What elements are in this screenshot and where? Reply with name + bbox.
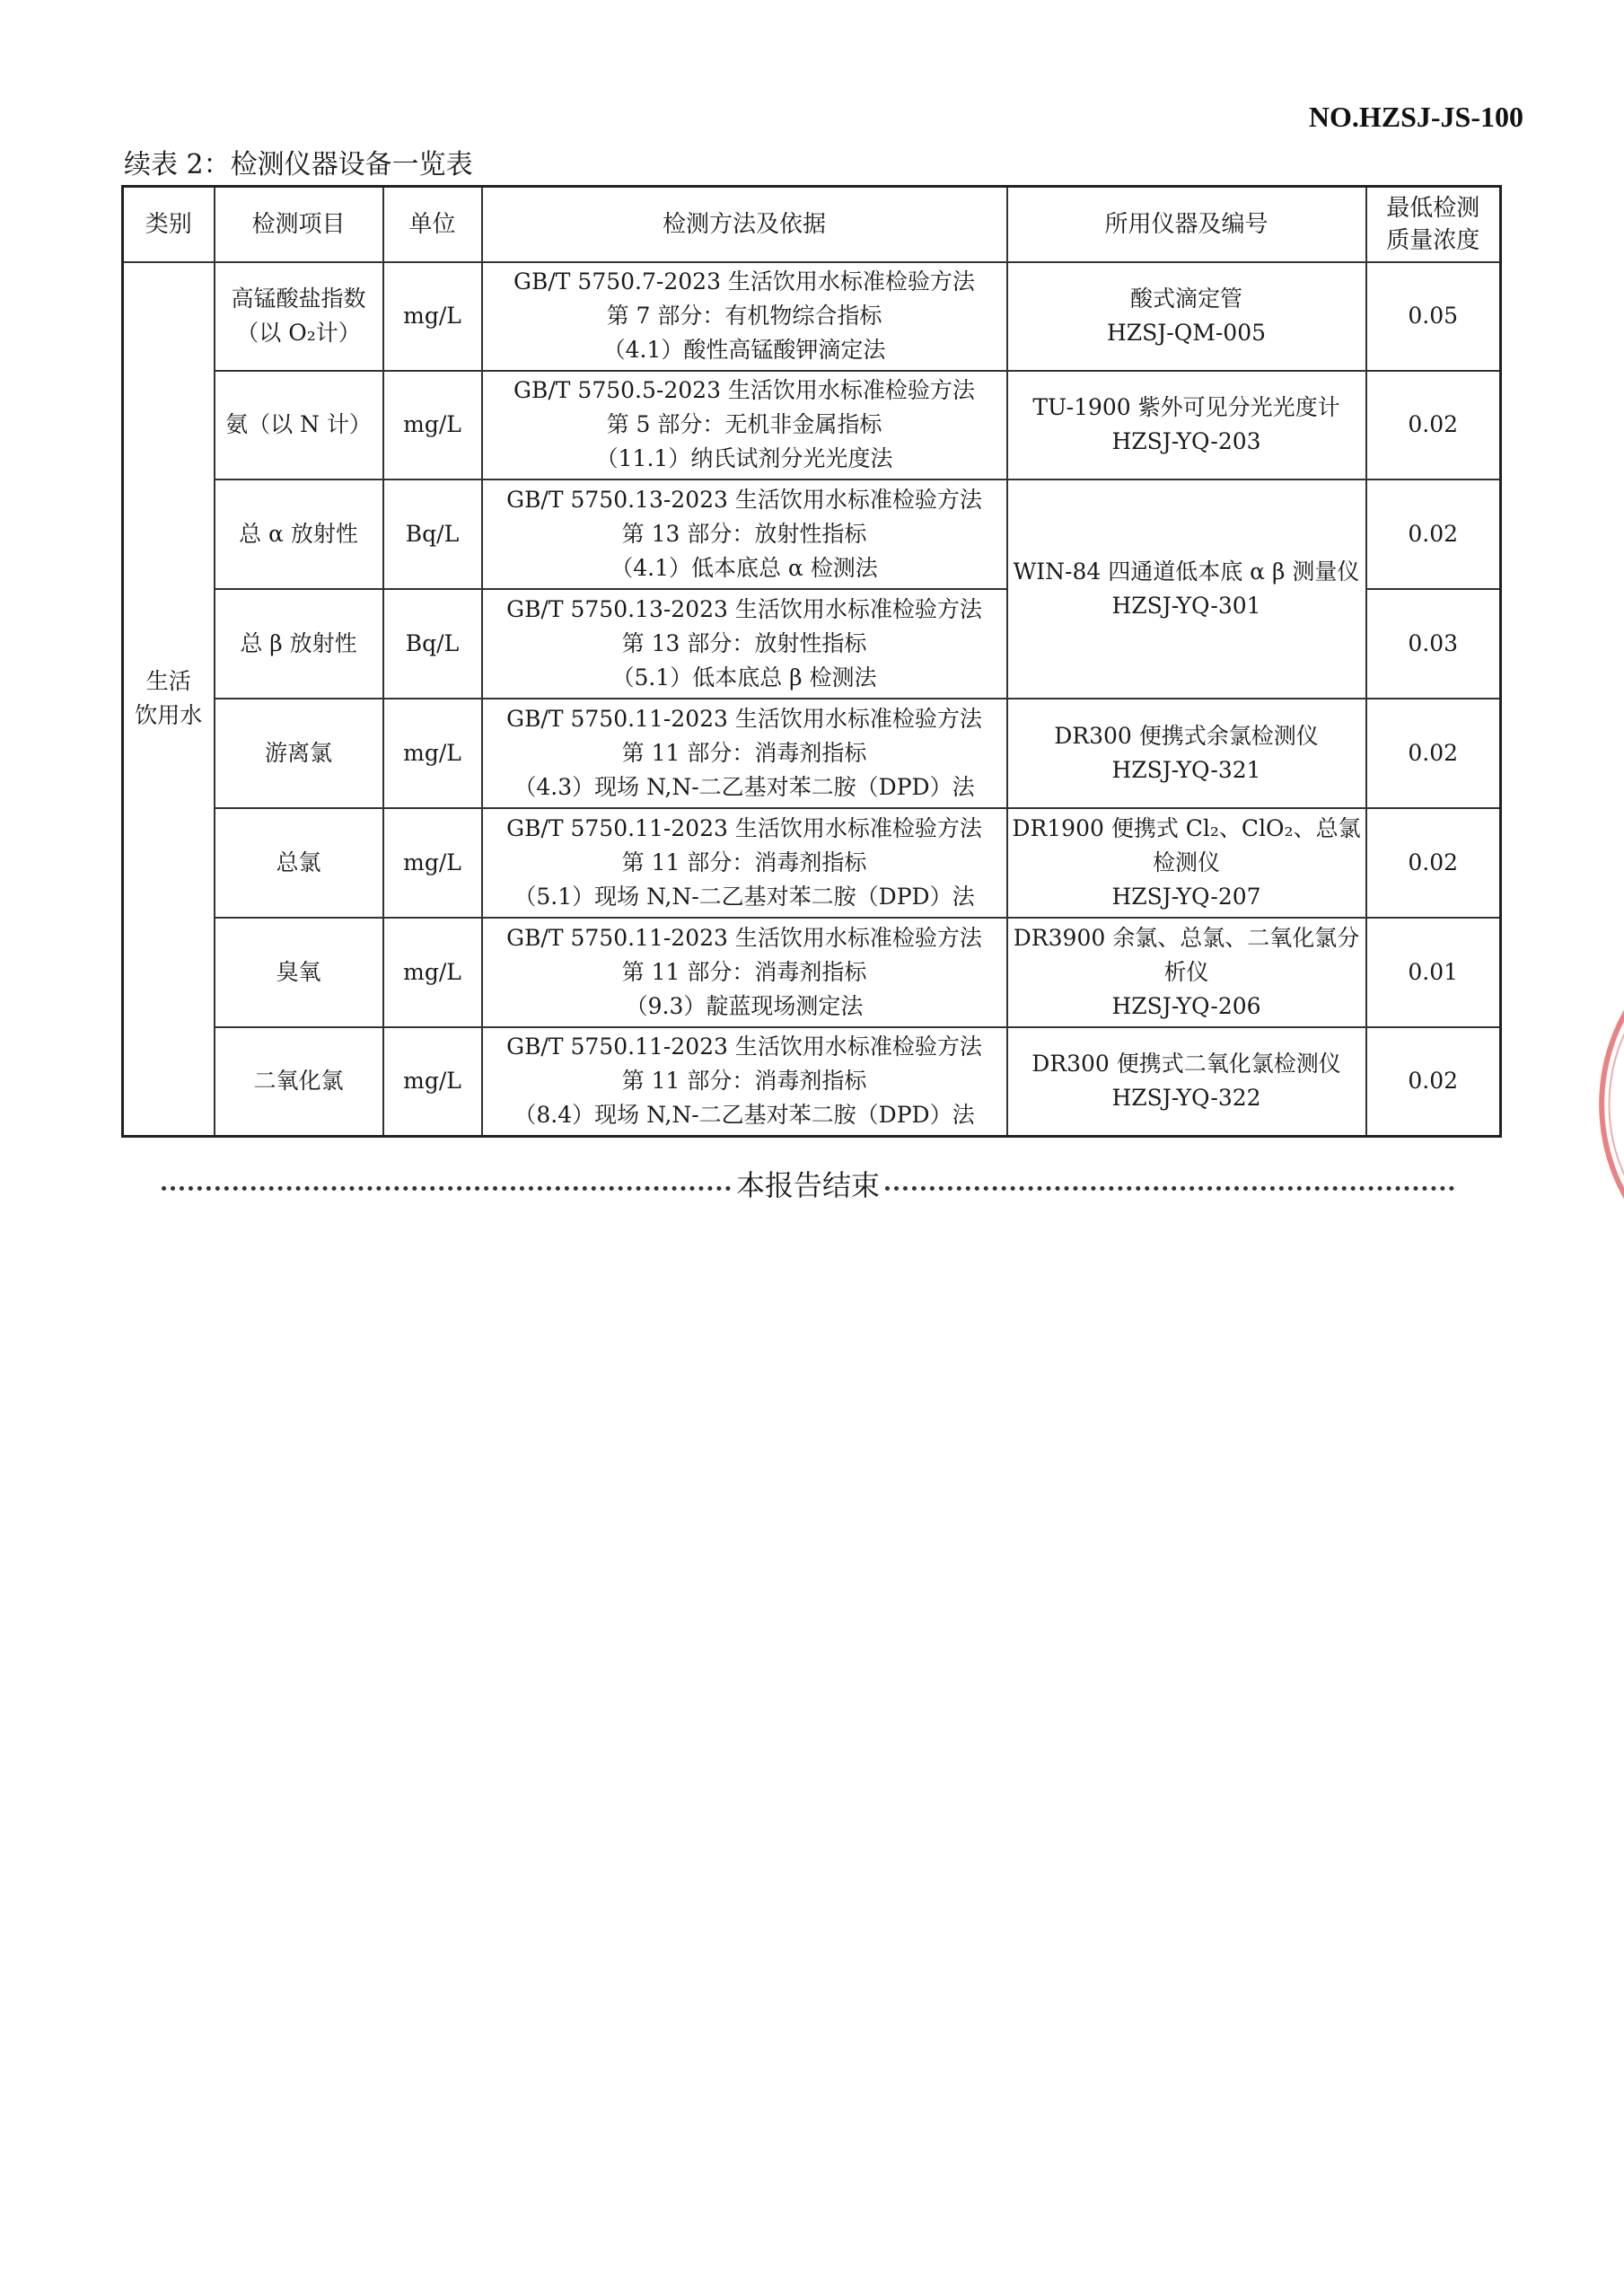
header-category: 类别 — [123, 187, 215, 262]
method-cell: GB/T 5750.11-2023 生活饮用水标准检验方法 第 11 部分：消毒剂指标 （9.3）靛蓝现场测定法 — [482, 918, 1007, 1027]
method-cell: GB/T 5750.13-2023 生活饮用水标准检验方法 第 13 部分：放射性指标 （4.1）低本底总 α 检测法 — [482, 479, 1007, 589]
item-cell: 高锰酸盐指数 （以 O₂计） — [215, 262, 383, 371]
dotted-leader-right — [885, 1186, 1454, 1191]
item-cell: 总 α 放射性 — [215, 479, 383, 589]
unit-cell: mg/L — [383, 1027, 482, 1137]
method-cell: GB/T 5750.11-2023 生活饮用水标准检验方法 第 11 部分：消毒剂指标 （4.3）现场 N,N-二乙基对苯二胺（DPD）法 — [482, 699, 1007, 808]
min-concentration-cell: 0.02 — [1366, 808, 1501, 918]
min-concentration-cell: 0.05 — [1366, 262, 1501, 371]
item-cell: 二氧化氯 — [215, 1027, 383, 1137]
table-row — [123, 371, 1501, 479]
method-cell: GB/T 5750.5-2023 生活饮用水标准检验方法 第 5 部分：无机非金属指标 （11.1）纳氏试剂分光光度法 — [482, 371, 1007, 479]
min-concentration-cell: 0.02 — [1366, 479, 1501, 589]
instrument-cell: DR300 便携式二氧化氯检测仪 HZSJ-YQ-322 — [1007, 1027, 1366, 1137]
unit-cell: mg/L — [383, 371, 482, 479]
item-cell: 游离氯 — [215, 699, 383, 808]
instrument-cell: DR3900 余氯、总氯、二氧化氯分析仪 HZSJ-YQ-206 — [1007, 918, 1366, 1027]
instrument-cell: DR300 便携式余氯检测仪 HZSJ-YQ-321 — [1007, 699, 1366, 808]
document-number: NO.HZSJ-JS-100 — [1308, 101, 1523, 133]
instrument-cell: WIN-84 四通道低本底 α β 测量仪 HZSJ-YQ-301 — [1007, 479, 1366, 699]
item-cell: 臭氧 — [215, 918, 383, 1027]
unit-cell: mg/L — [383, 918, 482, 1027]
dotted-leader-left — [162, 1186, 731, 1191]
table-caption: 续表 2：检测仪器设备一览表 — [124, 149, 473, 180]
instrument-cell: 酸式滴定管 HZSJ-QM-005 — [1007, 262, 1366, 371]
header-item: 检测项目 — [215, 187, 383, 262]
report-end-line — [162, 1166, 1454, 1201]
table-row — [123, 699, 1501, 808]
header-unit: 单位 — [383, 187, 482, 262]
table-row — [123, 808, 1501, 918]
method-cell: GB/T 5750.13-2023 生活饮用水标准检验方法 第 13 部分：放射性指标 （5.1）低本底总 β 检测法 — [482, 589, 1007, 699]
min-concentration-cell: 0.02 — [1366, 699, 1501, 808]
item-cell: 总 β 放射性 — [215, 589, 383, 699]
min-concentration-cell: 0.02 — [1366, 1027, 1501, 1137]
report-end-text: 本报告结束 — [736, 1168, 881, 1202]
instrument-table — [121, 185, 1502, 1138]
table-row — [123, 918, 1501, 1027]
table-header-row — [123, 187, 1501, 262]
instrument-cell: DR1900 便携式 Cl₂、ClO₂、总氯检测仪 HZSJ-YQ-207 — [1007, 808, 1366, 918]
instrument-cell: TU-1900 紫外可见分光光度计 HZSJ-YQ-203 — [1007, 371, 1366, 479]
unit-cell: mg/L — [383, 699, 482, 808]
item-cell: 总氯 — [215, 808, 383, 918]
unit-cell: Bq/L — [383, 589, 482, 699]
unit-cell: Bq/L — [383, 479, 482, 589]
partial-seal-stamp — [1587, 934, 1624, 1275]
method-cell: GB/T 5750.11-2023 生活饮用水标准检验方法 第 11 部分：消毒剂指标 （8.4）现场 N,N-二乙基对苯二胺（DPD）法 — [482, 1027, 1007, 1137]
min-concentration-cell: 0.02 — [1366, 371, 1501, 479]
method-cell: GB/T 5750.7-2023 生活饮用水标准检验方法 第 7 部分：有机物综合指标 （4.1）酸性高锰酸钾滴定法 — [482, 262, 1007, 371]
header-method: 检测方法及依据 — [482, 187, 1007, 262]
min-concentration-cell: 0.03 — [1366, 589, 1501, 699]
table-row — [123, 262, 1501, 371]
item-cell: 氨（以 N 计） — [215, 371, 383, 479]
method-cell: GB/T 5750.11-2023 生活饮用水标准检验方法 第 11 部分：消毒剂指标 （5.1）现场 N,N-二乙基对苯二胺（DPD）法 — [482, 808, 1007, 918]
header-min-concentration: 最低检测 质量浓度 — [1366, 187, 1501, 262]
min-concentration-cell: 0.01 — [1366, 918, 1501, 1027]
unit-cell: mg/L — [383, 262, 482, 371]
header-instrument: 所用仪器及编号 — [1007, 187, 1366, 262]
unit-cell: mg/L — [383, 808, 482, 918]
table-row — [123, 1027, 1501, 1137]
table-row — [123, 479, 1501, 589]
category-cell: 生活 饮用水 — [123, 262, 215, 1137]
